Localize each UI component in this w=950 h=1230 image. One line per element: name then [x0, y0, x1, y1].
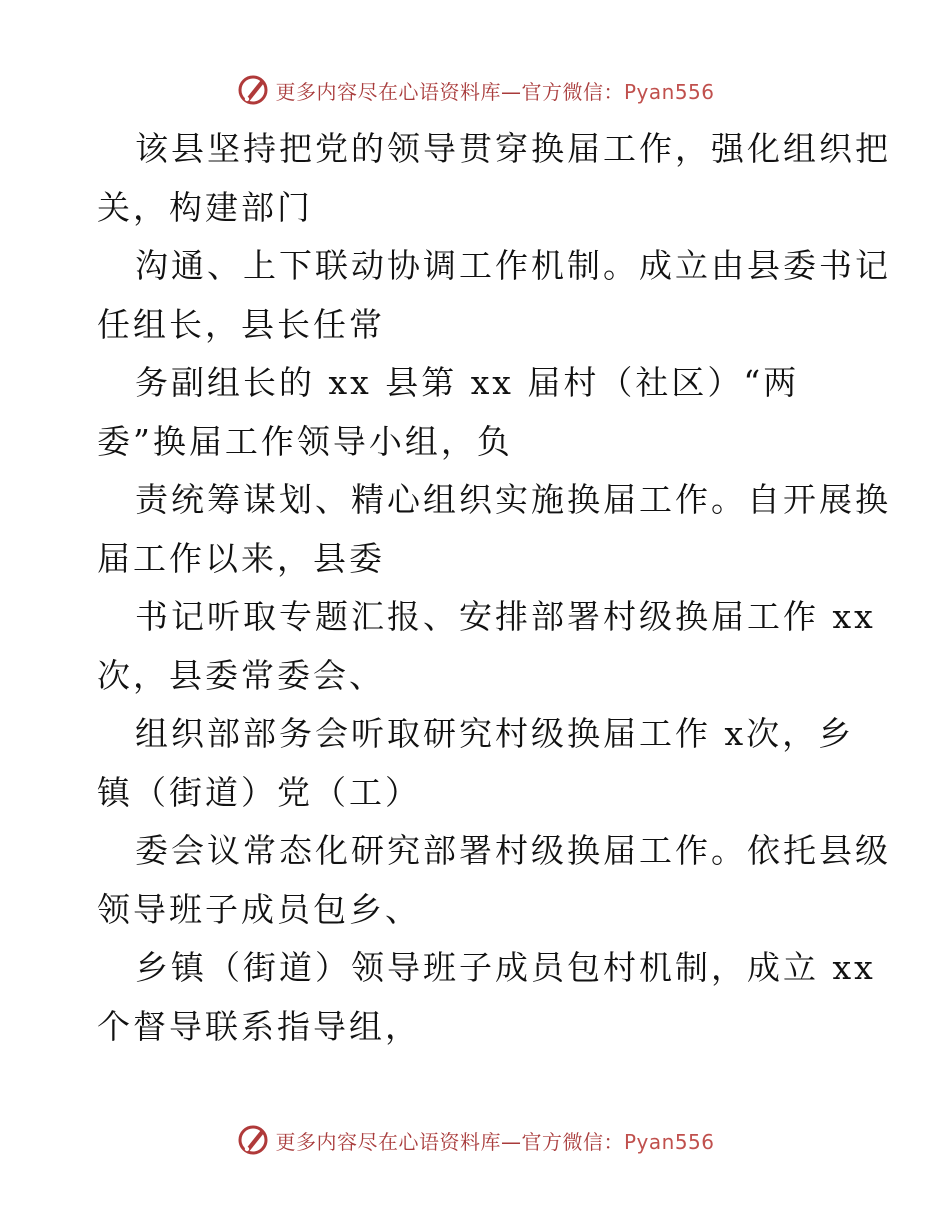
text-line: 委”换届工作领导小组，负 — [97, 421, 513, 461]
header-banner-dash: — — [500, 79, 522, 104]
text-line: 组织部部务会听取研究村级换届工作 x次，乡 — [135, 714, 855, 753]
text-line: 个督导联系指导组， — [97, 1006, 421, 1046]
footer-banner — [0, 1120, 950, 1160]
footer-banner-main: 更多内容尽在心语资料库 — [275, 1129, 501, 1154]
footer-banner-text — [275, 1126, 714, 1155]
text-line: 书记听取专题汇报、安排部署村级换届工作 xx — [135, 597, 876, 636]
header-banner-text — [275, 76, 714, 105]
text-line: 领导班子成员包乡、 — [97, 889, 421, 929]
text-line: 镇（街道）党（工） — [97, 772, 421, 812]
text-line: 关，构建部门 — [97, 187, 313, 227]
header-banner-wechat-id: Pyan556 — [623, 79, 715, 104]
header-banner-main: 更多内容尽在心语资料库 — [275, 79, 501, 104]
pen-logo-icon — [235, 1122, 271, 1158]
pen-logo-icon — [235, 72, 271, 108]
text-line: 责统筹谋划、精心组织实施换届工作。自开展换 — [135, 480, 891, 519]
text-line: 任组长，县长任常 — [97, 304, 385, 344]
footer-banner-dash: — — [500, 1129, 522, 1154]
text-line: 委会议常态化研究部署村级换届工作。依托县级 — [135, 831, 891, 870]
footer-banner-wechat-label: 官方微信： — [521, 1129, 624, 1154]
text-line: 沟通、上下联动协调工作机制。成立由县委书记 — [135, 246, 891, 285]
text-line: 次，县委常委会、 — [97, 655, 385, 695]
text-line: 该县坚持把党的领导贯穿换届工作，强化组织把 — [135, 129, 891, 168]
header-banner-wechat-label: 官方微信： — [521, 79, 624, 104]
header-banner — [0, 70, 950, 110]
text-line: 届工作以来，县委 — [97, 538, 385, 578]
text-line: 务副组长的 xx 县第 xx 届村（社区）“两 — [135, 363, 800, 402]
text-line: 乡镇（街道）领导班子成员包村机制，成立 xx — [135, 948, 876, 987]
document-body — [97, 120, 891, 1056]
footer-banner-wechat-id: Pyan556 — [623, 1129, 715, 1154]
